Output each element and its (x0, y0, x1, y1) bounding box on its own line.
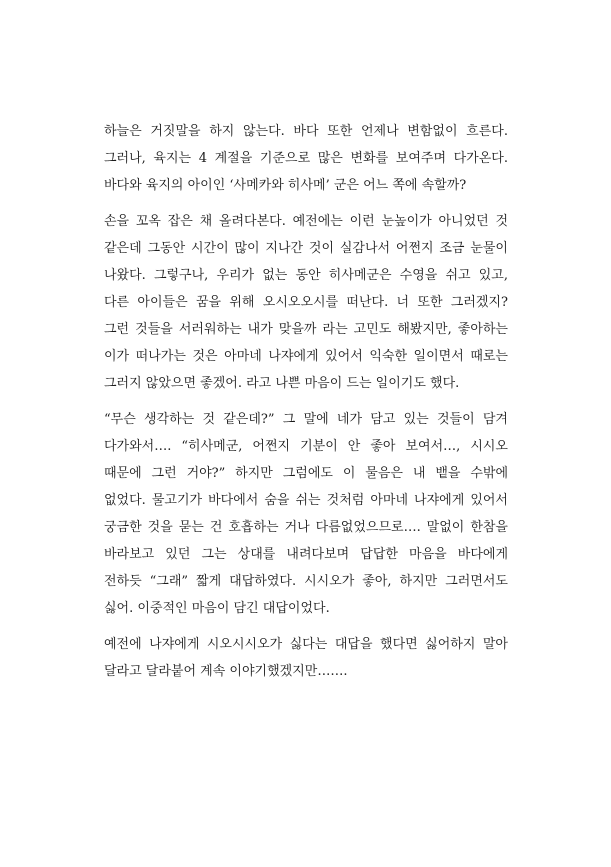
text-line: 전하듯 “그래” 짧게 대답하였다. 시시오가 좋아, 하지만 그러면서도 (104, 574, 508, 589)
text-line: 예전에 나쟈에게 시오시시오가 싫다는 대답을 했다면 싫어하지 말아 (104, 637, 508, 652)
text-line: 다가와서…. “히사메군, 어쩐지 기분이 안 좋아 보여서…, 시시오 (104, 439, 508, 454)
text-line: 그러지 않았으면 좋겠어. 라고 나쁜 마음이 드는 일이기도 했다. (104, 376, 460, 391)
text-line: 궁금한 것을 묻는 건 호흡하는 거나 다름없었으므로…. 말없이 한참을 (104, 520, 508, 535)
text-line: 이가 떠나가는 것은 아마네 나쟈에게 있어서 익숙한 일이면서 때로는 (104, 349, 508, 364)
text-line: 없었다. 물고기가 바다에서 숨을 쉬는 것처럼 아마네 나쟈에게 있어서 (104, 493, 508, 508)
text-line: “무슨 생각하는 것 같은데?” 그 말에 네가 담고 있는 것들이 담겨 (104, 412, 508, 427)
text-line: 다른 아이들은 꿈을 위해 오시오오시를 떠난다. 너 또한 그러겠지? (104, 295, 508, 310)
paragraph-4 (104, 631, 508, 685)
text-line: 그러나, 육지는 4 계절을 기준으로 많은 변화를 보여주며 다가온다. (104, 151, 508, 166)
text-line: 바다와 육지의 아이인 ‘사메카와 히사메’ 군은 어느 쪽에 속할까? (104, 178, 467, 193)
text-line: 하늘은 거짓말을 하지 않는다. 바다 또한 언제나 변함없이 흐른다. (104, 124, 508, 139)
text-line: 나왔다. 그렇구나, 우리가 없는 동안 히사메군은 수영을 쉬고 있고, (104, 268, 508, 283)
paragraph-2 (104, 208, 508, 397)
text-line: 싫어. 이중적인 마음이 담긴 대답이었다. (104, 601, 330, 616)
text-line: 그런 것들을 서러워하는 내가 맞을까 라는 고민도 해봤지만, 좋아하는 (104, 322, 508, 337)
paragraph-3 (104, 406, 508, 622)
text-line: 때문에 그런 거야?” 하지만 그럼에도 이 물음은 내 뱉을 수밖에 (104, 466, 508, 481)
text-line: 바라보고 있던 그는 상대를 내려다보며 답답한 마음을 바다에게 (104, 547, 508, 562)
paragraph-1 (104, 118, 508, 199)
body-text (104, 118, 508, 694)
text-line: 같은데 그동안 시간이 많이 지나간 것이 실감나서 어쩐지 조금 눈물이 (104, 241, 508, 256)
text-line: 달라고 달라붙어 계속 이야기했겠지만……. (104, 664, 348, 679)
text-line: 손을 꼬옥 잡은 채 올려다본다. 예전에는 이런 눈높이가 아니었던 것 (104, 214, 508, 229)
